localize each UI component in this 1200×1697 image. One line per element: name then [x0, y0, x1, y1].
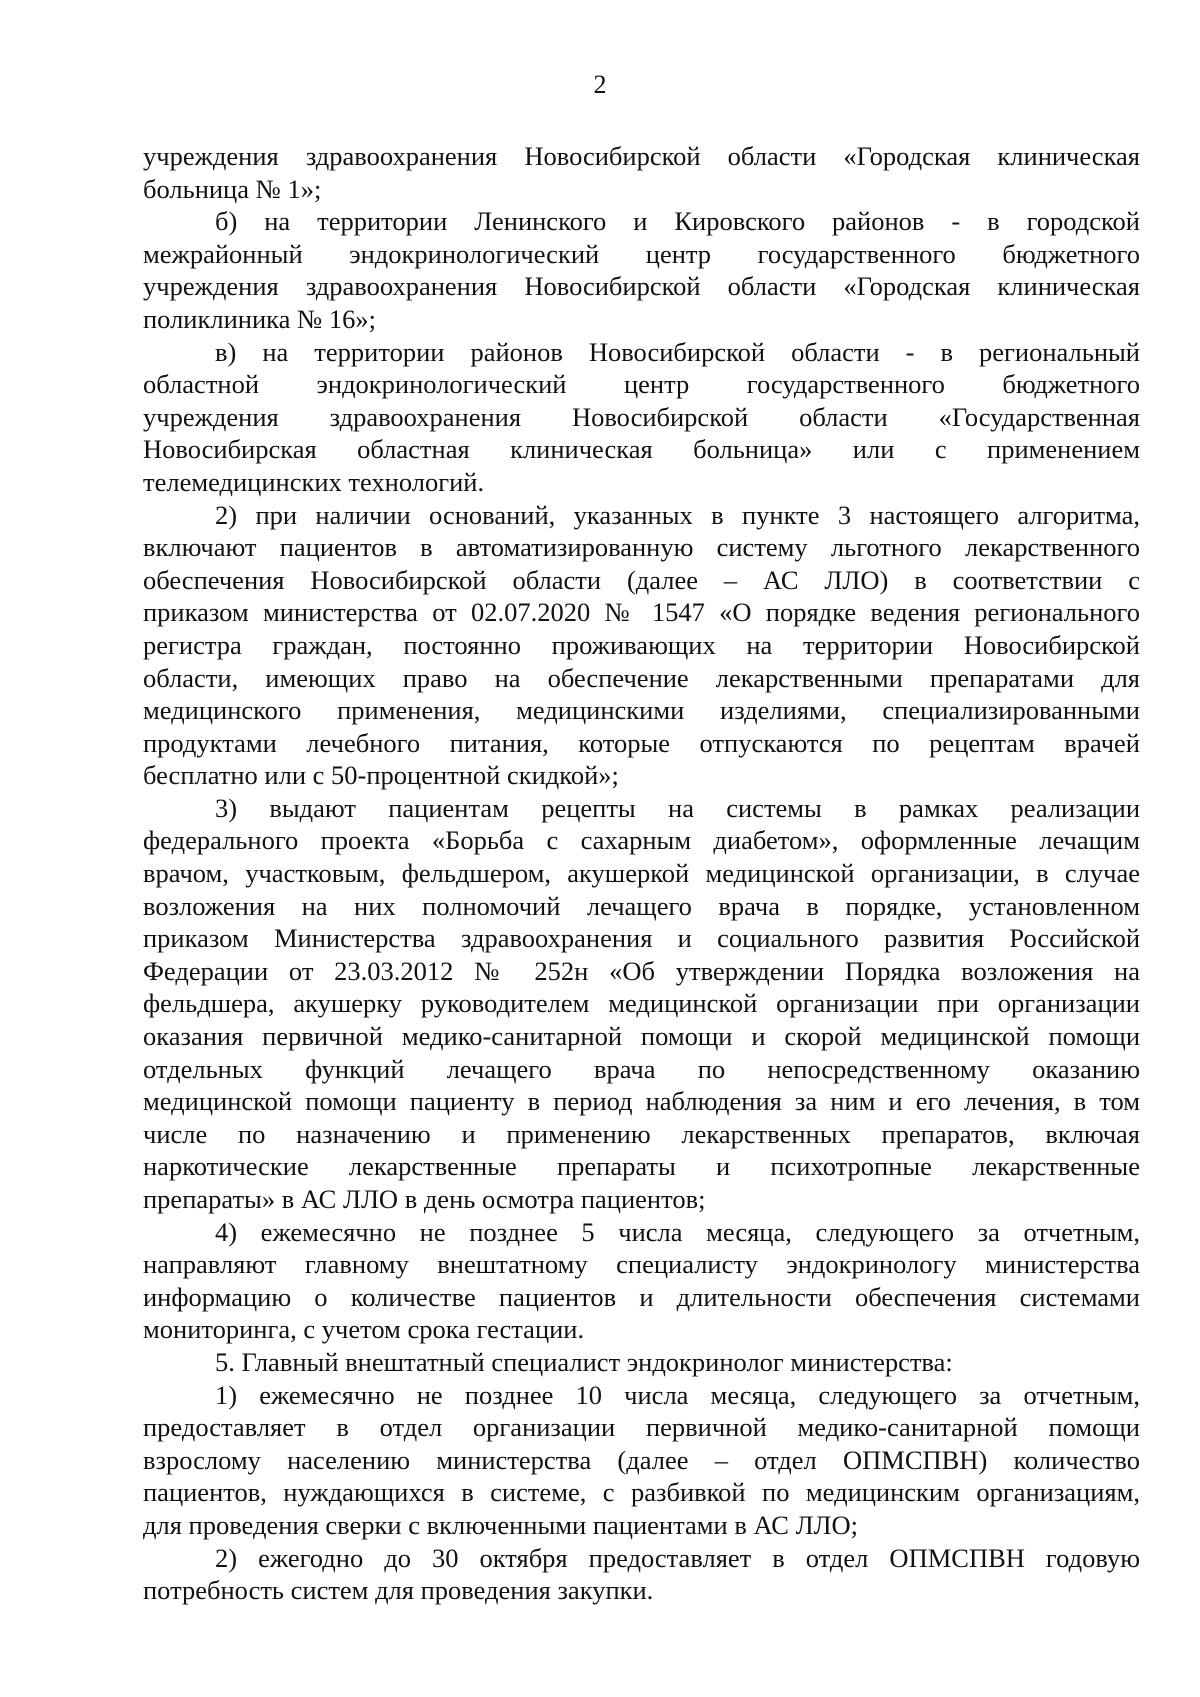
text-line: оказания первичной медико-санитарной помощи и скорой медицинской помощи — [143, 1021, 1140, 1052]
text-line: в) на территории районов Новосибирской области - в региональный — [215, 336, 1140, 367]
text-line: 1) ежемесячно не позднее 10 числа месяца, следующего за отчетным, — [215, 1379, 1140, 1410]
text-line: предоставляет в отдел организации первичной медико-санитарной помощи — [143, 1412, 1140, 1443]
text-line: 5. Главный внештатный специалист эндокринолог министерства: — [215, 1346, 953, 1377]
document-body — [143, 140, 1140, 1607]
text-line: 2) ежегодно до 30 октября предоставляет в отдел ОПМСПВН годовую — [215, 1542, 1140, 1573]
text-line: потребность систем для проведения закупки. — [143, 1575, 654, 1606]
text-line: обеспечения Новосибирской области (далее – АС ЛЛО) в соответствии с — [143, 564, 1140, 595]
text-line: для проведения сверки с включенными пациентами в АС ЛЛО; — [143, 1509, 859, 1540]
page-number: 2 — [593, 70, 607, 99]
text-line: больница № 1»; — [143, 173, 322, 204]
text-line: областной эндокринологический центр государственного бюджетного — [143, 369, 1140, 400]
text-line: учреждения здравоохранения Новосибирской области «Городская клиническая — [143, 141, 1140, 171]
text-line: врачом, участковым, фельдшером, акушеркой медицинской организации, в случае — [143, 858, 1140, 889]
text-line: фельдшера, акушерку руководителем медицинской организации при организации — [143, 988, 1140, 1019]
text-line: продуктами лечебного питания, которые отпускаются по рецептам врачей — [143, 727, 1140, 758]
text-line: пациентов, нуждающихся в системе, с разбивкой по медицинским организациям, — [143, 1477, 1140, 1508]
text-line: медицинской помощи пациенту в период наблюдения за ним и его лечения, в том — [143, 1086, 1140, 1117]
text-line: 4) ежемесячно не позднее 5 числа месяца, следующего за отчетным, — [215, 1216, 1140, 1247]
text-line: Новосибирская областная клиническая больница» или с применением — [143, 434, 1140, 465]
text-line: регистра граждан, постоянно проживающих на территории Новосибирской — [143, 629, 1140, 660]
text-line: отдельных функций лечащего врача по непосредственному оказанию — [143, 1053, 1140, 1084]
text-line: направляют главному внештатному специалисту эндокринологу министерства — [143, 1249, 1140, 1280]
text-line: б) на территории Ленинского и Кировского районов - в городской — [215, 206, 1140, 237]
text-line: области, имеющих право на обеспечение лекарственными препаратами для — [143, 662, 1140, 693]
text-line: телемедицинских технологий. — [143, 466, 485, 497]
text-line: 3) выдают пациентам рецепты на системы в рамках реализации — [215, 792, 1140, 823]
text-line: межрайонный эндокринологический центр государственного бюджетного — [143, 238, 1140, 269]
text-line: взрослому населению министерства (далее – отдел ОПМСПВН) количество — [143, 1444, 1140, 1475]
text-line: федерального проекта «Борьба с сахарным диабетом», оформленные лечащим — [143, 825, 1140, 856]
text-line: возложения на них полномочий лечащего врача в порядке, установленном — [143, 890, 1140, 921]
text-line: информацию о количестве пациентов и длительности обеспечения системами — [143, 1281, 1140, 1312]
text-line: учреждения здравоохранения Новосибирской области «Городская клиническая — [143, 271, 1140, 302]
text-line: медицинского применения, медицинскими изделиями, специализированными — [143, 695, 1140, 726]
text-line: числе по назначению и применению лекарственных препаратов, включая — [143, 1118, 1140, 1149]
text-line: наркотические лекарственные препараты и психотропные лекарственные — [143, 1151, 1140, 1182]
text-line: мониторинга, с учетом срока гестации. — [143, 1314, 585, 1345]
text-line: приказом Министерства здравоохранения и социального развития Российской — [143, 923, 1140, 954]
text-line: 2) при наличии оснований, указанных в пункте 3 настоящего алгоритма, — [215, 499, 1140, 530]
text-line: Федерации от 23.03.2012 № 252н «Об утверждении Порядка возложения на — [143, 955, 1140, 986]
text-line: приказом министерства от 02.07.2020 № 1547 «О порядке ведения регионального — [143, 597, 1140, 628]
text-line: включают пациентов в автоматизированную систему льготного лекарственного — [143, 532, 1140, 563]
text-line: поликлиника № 16»; — [143, 303, 377, 334]
text-line: препараты» в АС ЛЛО в день осмотра пациентов; — [143, 1184, 706, 1214]
text-line: учреждения здравоохранения Новосибирской области «Государственная — [143, 401, 1140, 432]
text-line: бесплатно или с 50-процентной скидкой»; — [143, 760, 619, 791]
